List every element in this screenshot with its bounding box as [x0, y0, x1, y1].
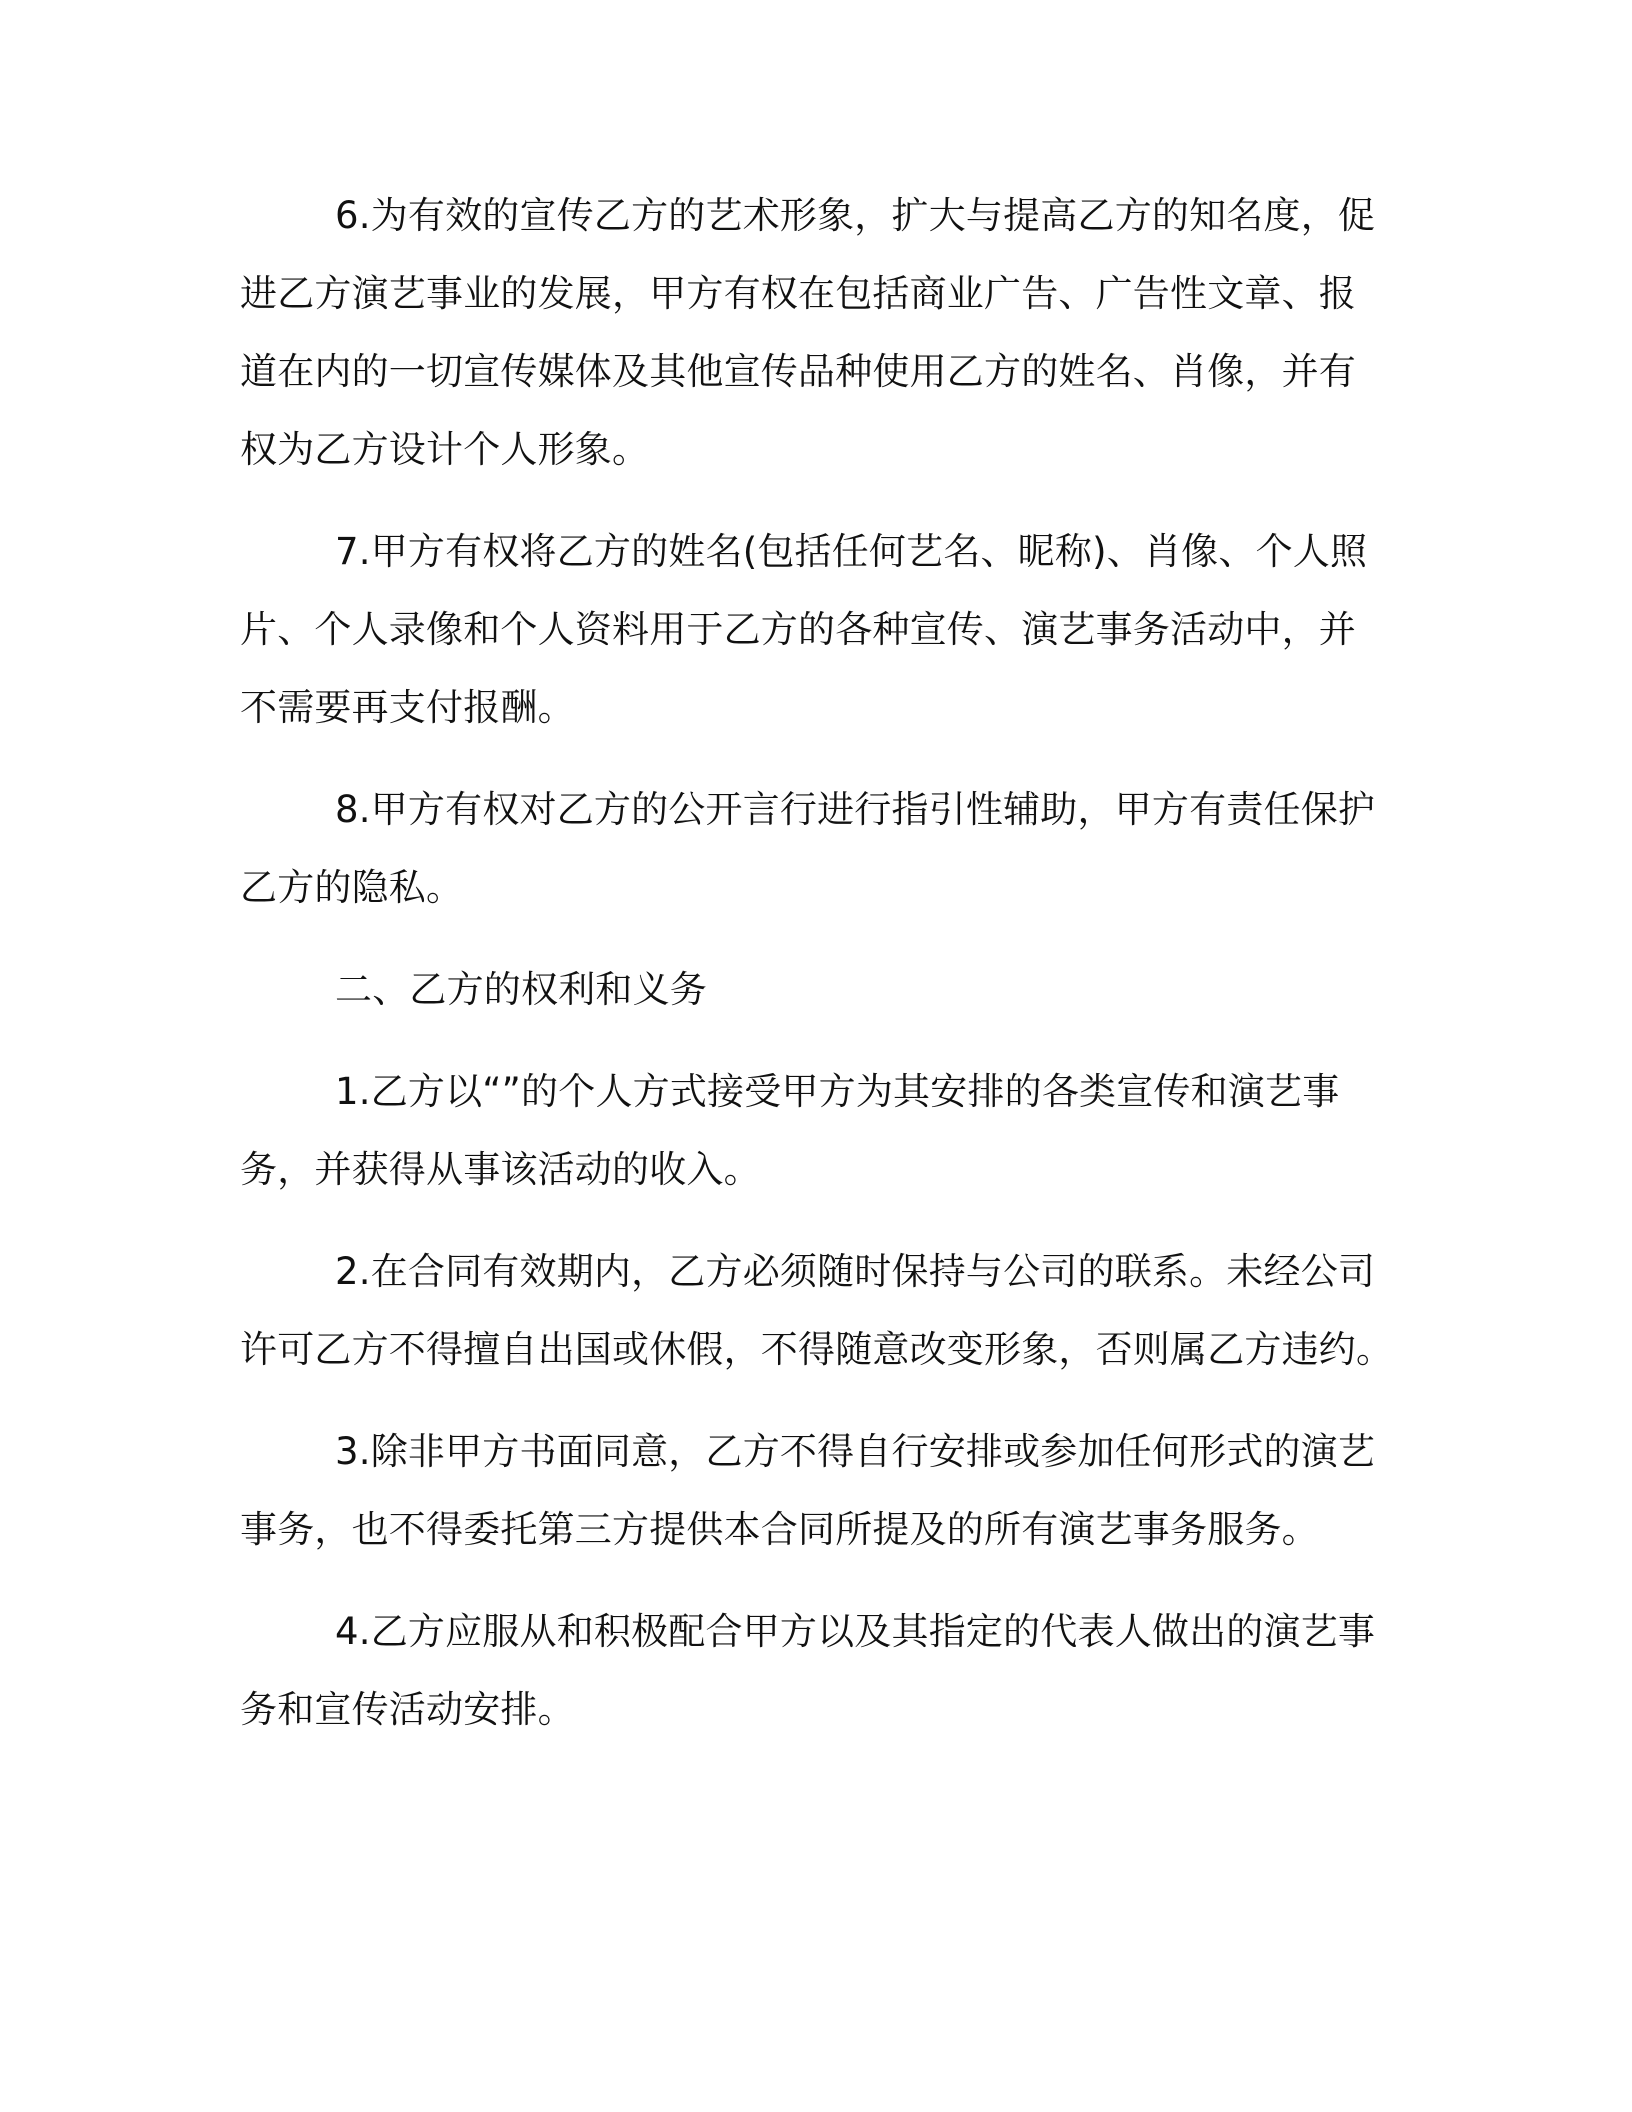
item-2-line-2: 许可乙方不得擅自出国或休假，不得随意改变形象，否则属乙方违约。 — [240, 1328, 1394, 1371]
paragraph-7-line-1: 7.甲方有权将乙方的姓名(包括任何艺名、昵称)、肖像、个人照 — [335, 530, 1368, 573]
item-1-line-1: 1.乙方以“”的个人方式接受甲方为其安排的各类宣传和演艺事 — [335, 1070, 1340, 1113]
item-4-line-1: 4.乙方应服从和积极配合甲方以及其指定的代表人做出的演艺事 — [335, 1610, 1376, 1653]
paragraph-6-line-2: 进乙方演艺事业的发展，甲方有权在包括商业广告、广告性文章、报 — [240, 272, 1356, 315]
item-2-line-1: 2.在合同有效期内，乙方必须随时保持与公司的联系。未经公司 — [335, 1250, 1376, 1293]
paragraph-6-line-3: 道在内的一切宣传媒体及其他宣传品种使用乙方的姓名、肖像，并有 — [240, 350, 1356, 393]
item-4-line-2: 务和宣传活动安排。 — [240, 1688, 575, 1731]
item-3-line-1: 3.除非甲方书面同意，乙方不得自行安排或参加任何形式的演艺 — [335, 1430, 1376, 1473]
section-heading: 二、乙方的权利和义务 — [335, 968, 707, 1011]
item-1-line-2: 务，并获得从事该活动的收入。 — [240, 1148, 761, 1191]
item-3-line-2: 事务，也不得委托第三方提供本合同所提及的所有演艺事务服务。 — [240, 1508, 1319, 1551]
paragraph-7-line-3: 不需要再支付报酬。 — [240, 686, 575, 729]
paragraph-8-line-1: 8.甲方有权对乙方的公开言行进行指引性辅助，甲方有责任保护 — [335, 788, 1376, 831]
paragraph-6-line-4: 权为乙方设计个人形象。 — [240, 428, 650, 471]
paragraph-8-line-2: 乙方的隐私。 — [240, 866, 464, 909]
paragraph-6-line-1: 6.为有效的宣传乙方的艺术形象，扩大与提高乙方的知名度，促 — [335, 194, 1376, 237]
paragraph-7-line-2: 片、个人录像和个人资料用于乙方的各种宣传、演艺事务活动中，并 — [240, 608, 1356, 651]
